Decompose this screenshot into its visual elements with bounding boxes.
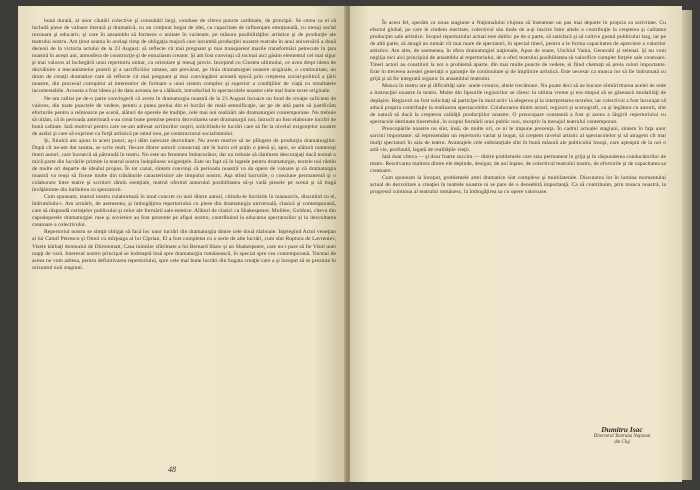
right-page xyxy=(350,6,682,482)
page-number: 48 xyxy=(168,465,176,474)
left-page-text xyxy=(32,18,336,272)
paragraph: Repertoriul nostru se simţit obligat să facă loc unor lucrări din dramaturgia dintre cele două războaie. Inţelegînd Actul veneţian al lui Camil Petrescu şi Omul cu mîrţoaga al lui Ciprian, El a fost completat cu o serie de alte lucrări, cum sînt Ruptura de Lavreniev, Visele bărbaţi domnului de Dürrenmatt, Casa inimilor sfărîmate a lui Bernard Shaw şi un Shakespeare, care nu-i pare să fie Visul unei nopţi de vară. Interesul nostru principal se îndreaptă însă spre dramaturgia românească, în special spre cea contemporană. Tocmai de aceea ne vom adresa, pentru definitivarea repertoriului, spre cele mai bune lucrări din bogata creaţie care a şi început să se prezinte în orizontul noii stagiuni. xyxy=(32,229,336,271)
signature-block xyxy=(582,425,662,446)
paragraph: Cum spuneam la început, problemele artei dramatice sînt complexe şi multilaterale. Discutarea lor în lumina momentului actual de dezvoltare a creaţiei în teatrele noastre ni se pare de o deosebită importanţă. Ca să contribuim, prin munca noastră, la progresul continuu al teatrului românesc, la îmbogăţirea sa cu opere valoroase. xyxy=(370,175,666,196)
paragraph: bunǎ durată, al unor căutări colective şi consultări largi, conduse de citeva puncte cardinale, de principii. Se cerea ca el să includă piese de valoare literară şi dramatică, cu un conţinut bogat de idei, cu capacitate de influenţare emoţională, cu mesaj social rezonant şi educativ, şi care în ansamblu să formeze o unitate în varietate, pe măsura posibilităţilor artistice şi de producţie ale teatrului nostru. Am ţinut seama în acelaşi timp de obligaţia majoră care incumbă producţiei noastre teatrale în anul aniversării a două decenii de la victoria actului de la 23 August: să reflecte cit mai pregnant şi mai transparent marile transformări petrecute în ţara noastră în aceşti ani, atmosfera de construcţie şi de entuziasm creator. Şi am fost convinşi că tocmai aici găsim elementul cel mai sigur şi mai valoros al închegării unui repertoriu unitar, cu orientare şi mesaj precis. Incepind cu Cinstea ultimului, ce avea drept ideea de dezvăluire a mecanismelor puterii şi a sacrificiilor umane, am prevăzut, pe linia dramaturgiei noastre originale, o continuitate, un drum de creaţii dramatice care să reflecte cit mai pregnant şi mai convingător această epocă prin creşterea social-politică a ţării noastre, din procesul cotropitor al intereselor de formare a unui sistem complex şi superior a condiţiilor de viaţă cu rezultatele incontestabile. Aceasta a fost ideea şi de data aceasta ne-a călăuzit, introducînd în spectacolele noastre cele mai bune texte originale. xyxy=(32,18,336,95)
author-name: Dumitru Isac xyxy=(601,425,643,434)
right-page-text xyxy=(370,20,666,196)
author-role: Directorul Teatrului Naţional xyxy=(593,434,651,439)
paragraph: Munca în teatru are şi dificultăţi sale: unele cronice, altele trecătoare. Nu poate deci să ne bucure nîmiîrirtrarea acelei de rede a instrucţiei noastre în teatru. Multe din lipsurile regizorilor se răresc în ultima vreme şi era timpul să se găsească modalităţi de depăşire. Regizorii au fost solicitaţi să participe în mod activ la alegerea şi la interpretarea textelor, iar colectivul a fost încurajat să aducă propria contribuţie la realizarea spectacolelor. Colaborarea dintre actori, regizori şi scenografi, ca şi legătura cu autorii, sînt de natură să ducă la creşterea calităţii producţiilor noastre. O preocupare constantă a fost şi aceea a lărgirii repertoriului cu spectacole destinate tineretului, în scopul formării unui public nou, receptiv la mesajul teatrului contemporan. xyxy=(370,83,666,125)
paragraph: Ne-am ralliat pe de-o parte convingerii că avem în dramaturgia noastră de la 23 August încoace un fond de creaţie suficient de valoros, din toate punctele de vedere, pentru a putea prelua din el lucrări de reală semnificaţie, iar pe de altă parte să justificăm eforturile pentru a reîntoarce pe scenă, alături de operele de tradiţie, cele mai noi realizări ale dramaturgiei contemporane. Nu trebuie să uităm, că în perioada anterioară s-au creat bune premise pentru dezvoltarea unei dramaturgii noi, întrucît au fost elaborate lucrări de bună calitate. Iată motivul pentru care ne-am adresat scriitorilor noştri, solicitîndu-le lucrări care să fie la nivelul exigenţelor noastre de astăzi şi care să exprime cu forţă artistică pe omul nou, pe constructorul socialismului. xyxy=(32,95,336,137)
paragraph: Cum spuneam, teatrul nostru colaborează în mod concret cu unii dintre autori, citindu-le lucrările în manuscris, discutînd cu ei, îndrumîndu-i. Am urmărit, de asemenea, şi îmbogăţirea repertoriului cu piese din dramaturgia universală, clasică şi contemporană, care să răspundă cerinţelor publicului şi celor ale formării sale estetice. Alături de clasici ca Shakespeare, Molière, Goldoni, cîteva din capodoperele dramaturgiei ruse şi sovietice au fost prezente pe afişul nostru, contribuind la educarea spectatorilor şi la dezvoltarea creatoare a colectivului. xyxy=(32,194,336,229)
paragraph: Preocupările noastre nu sînt, însă, de multe ori, ce ni le impune prezenţa. În cadrul actualei stagiuni, sîntem în faţa unor sarcini importante: să reprezentăm un repertoriu variat şi bogat, să creştem nivelul artistic al spectacolelor şi să atragem cît mai mulţi spectatori în sala de teatru. Avantajele cele substanţiale sînt în bună măsură ale publicului însuşi, care aşteaptă de la noi o artă vie, profundă, legată de realităţile vieţii. xyxy=(370,125,666,153)
paragraph: Iată doar cîteva — şi doar foarte succint — dintre problemele care stau permanent în grija şi în răspunderea conducătorilor de teatre. Rezolvarea multora dintre ele depinde, desigur, de noi înşine, de colectivul teatrului nostru, de eforturile şi de capacitatea sa creatoare. xyxy=(370,153,666,174)
left-page xyxy=(18,6,346,482)
paragraph: În acest fel, sperăm ca noua stagiune a Naţionalului clujean să înseamne un pas mai departe în propria sa activitate. Cu efectul global, pe care le credem meritate, colectivul său tinde de a-şi înscrie între altele o contribuţie la creşterea şi calitatea producţiei sale artistice. Scopul repertoriului actual este dublu: pe de o parte, să satisfacă şi să cultive gustul publicului larg, iar pe de altă parte, să atragă un număr cît mai mare de spectatori, în special tineri, pentru a le forma capacitatea de apreciere a valorilor artistice. Am ales, de asemenea, în sfera dramaturgiei naţionale, Apus de soare, Unchiul Vania, Generalii şi selenal. Şi nu vom neglija nici aici principiul de ansamblu al repertoriului, de a oferi teatrului posibilitatea să valorifice complet forţele sale creatoare. Tineri actori au constituit la noi o problemă aparte, dîn mai multe puncte de vedere, ei fiind chemaţi să preia roluri importante. Este în trecerea acestei generaţii o garanţie de continuitate şi de împlinire artistică. Este necesar ca munca lor să fie îndrumată cu grijă şi să fie integrată organic în ansamblul teatrului. xyxy=(370,20,666,83)
page-edges xyxy=(682,10,692,480)
author-role-location: din Cluj xyxy=(614,440,630,445)
paragraph: Şi, fiindcă am ajuns la acest punct, aş-i dăm oarecare dezvoltare. Nu avem motive să ne plîngem de producţia dramaturgilor. Dupǎ cît ne-am dat seama, se scrie mult, fiecare dintre autorii consacraţi are în lucru cel puţin o piesă şi, apoi, se alătură numeroşi tineri autori, care încearcă să pătrundă în teatru. Nu este un fenomen îmbucurător, dar nu trebuie să rămînem descurajaţi dacă numai o mică parte din lucrările primite la teatrul nostru îndeplinesc exigenţele. Este un fapt că în luptele pentru dramaturgie, textele noi rămîn de multe ori departe de idealul propus. În tot cazul, sîntem convinşi că perioada noastră va da opere de valoare şi că dramaturgia noastră va reuşi să fixeze multe din trăsăturile caracteristice ale timpului nostru. Aşa stînd lucrurile, o coeziune permanentă şi o colaborare între teatre şi scriitori rămîn esenţiale, teatrul oferind autorului posibilitatea să-şi vadă piesele pe scenă şi să tragă învăţăminte din întîlnirea cu spectatorii. xyxy=(32,137,336,194)
